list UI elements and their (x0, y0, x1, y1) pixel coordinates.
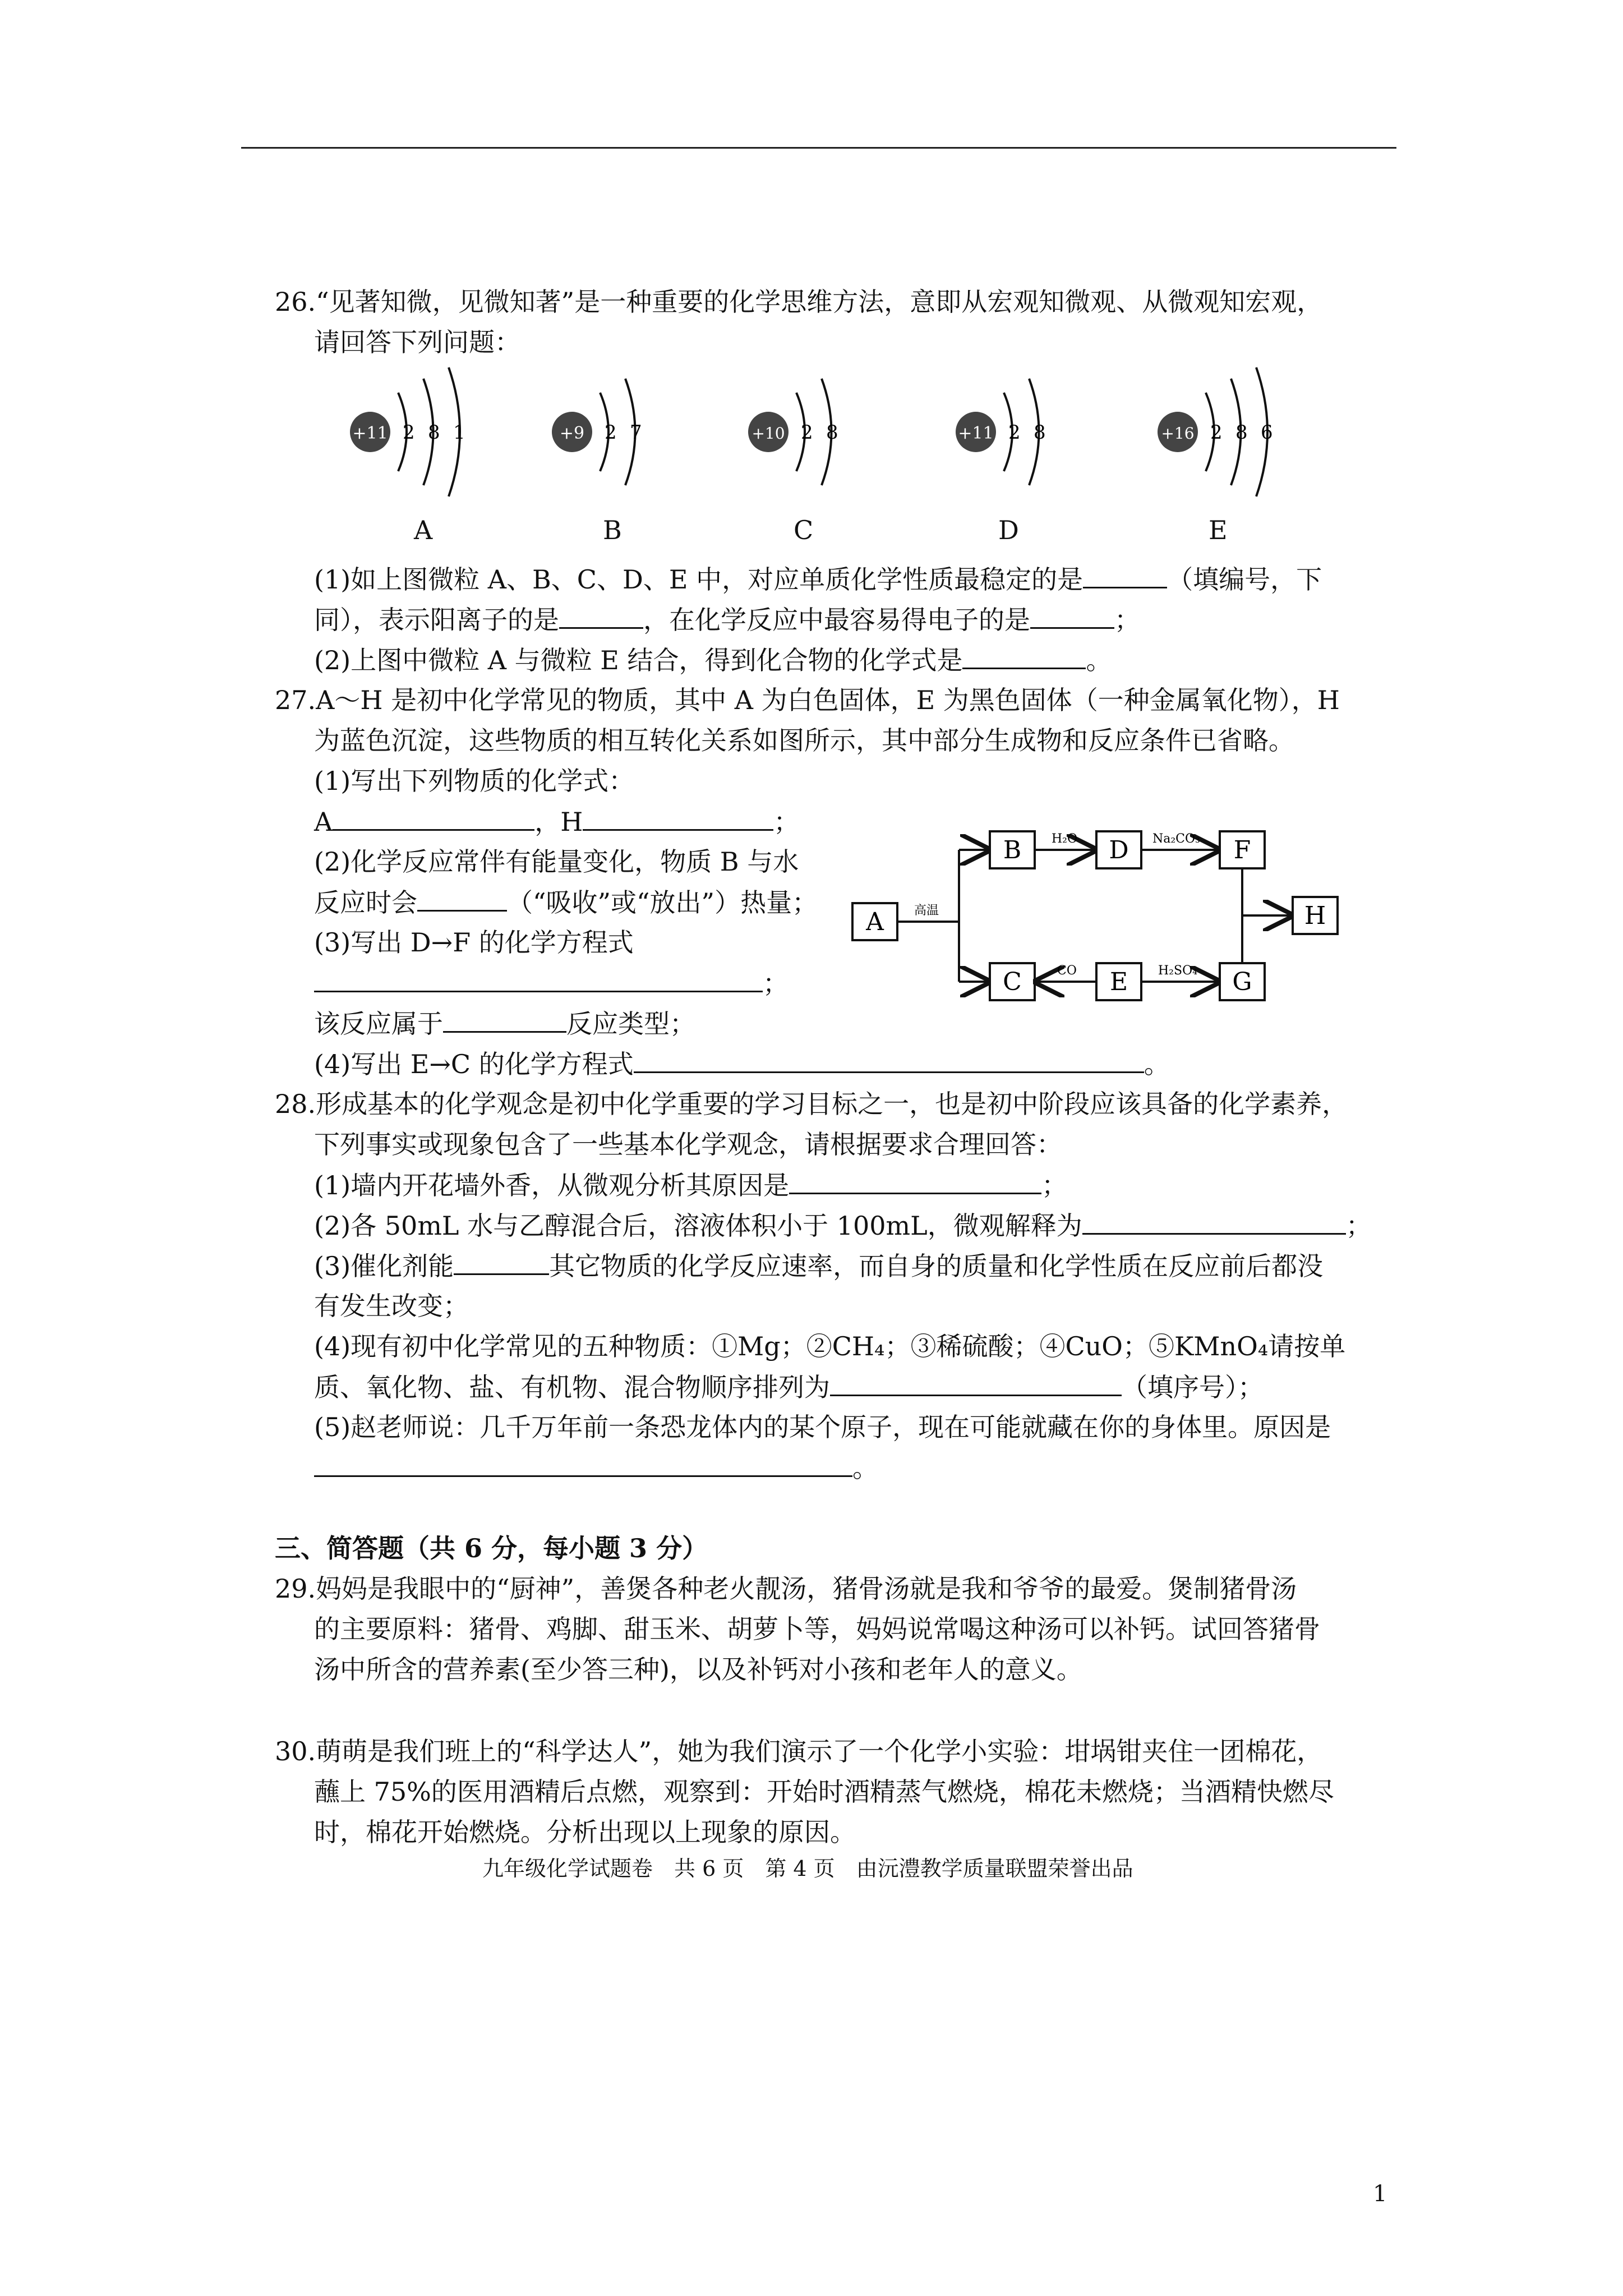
atom-e-shell3: 6 (1261, 421, 1273, 444)
box-g (1220, 963, 1265, 1000)
box-b (990, 831, 1035, 868)
box-h (1293, 897, 1338, 934)
q27-a-label: A (314, 807, 333, 837)
q27-part1-answers (314, 804, 799, 839)
answer-blank-fragrance[interactable] (789, 1168, 1041, 1194)
atom-c-label: C (794, 515, 814, 545)
q26-part1-line2 (314, 602, 1140, 637)
header-rule (241, 147, 1396, 149)
box-b-label: B (1003, 836, 1022, 864)
q27-part1: (1)写出下列物质的化学式： (314, 766, 635, 796)
q26-part2 (314, 643, 1112, 677)
atom-a-label: A (414, 515, 433, 545)
atom-d-shell2: 8 (1034, 421, 1046, 444)
box-g-label: G (1232, 968, 1252, 996)
q26-line1: 26.“见著知微，见微知著”是一种重要的化学思维方法，意即从宏观知微观、从微观知宏观， (275, 287, 1323, 317)
atom-a-shell1: 2 (403, 421, 415, 444)
section-heading: 三、简答题（共 6 分，每小题 3 分） (275, 1533, 708, 1563)
condition-co: CO (1057, 964, 1077, 978)
q28-part5-line1: (5)赵老师说：几千万年前一条恐龙体内的某个原子，现在可能就藏在你的身体里。原因是 (314, 1412, 1331, 1442)
atom-d (956, 379, 1046, 485)
answer-blank-formula-ae[interactable] (962, 643, 1086, 669)
box-h-label: H (1304, 901, 1326, 930)
atom-d-nucleus: +11 (958, 424, 994, 443)
atom-e-label: E (1209, 515, 1228, 545)
q28-part2 (314, 1208, 1372, 1243)
q27-p1-end: ； (773, 807, 800, 837)
atom-e-shell1: 2 (1210, 421, 1223, 444)
q27-p4-end: 。 (1144, 1049, 1170, 1079)
q29-line1: 29.妈妈是我眼中的“厨神”，善煲各种老火靓汤，猪骨汤就是我和爷爷的最爱。煲制猪骨汤 (275, 1573, 1297, 1604)
q28-part3-line1 (314, 1249, 1323, 1283)
atom-c-shell2: 8 (826, 421, 838, 444)
atom-e-shell2: 8 (1235, 421, 1248, 444)
q26-p1-text1: (1)如上图微粒 A、B、C、D、E 中，对应单质化学性质最稳定的是 (314, 564, 1083, 595)
q27-p3-text2: 反应类型； (566, 1009, 695, 1039)
q27-p2-text2: （“吸收”或“放出”）热量； (507, 887, 818, 918)
condition-na2co3: Na₂CO₃ (1152, 832, 1200, 846)
atom-b-label: B (603, 515, 622, 545)
atom-b-nucleus: +9 (559, 424, 585, 443)
box-c (990, 963, 1035, 1000)
q28-p4-text1: 质、氧化物、盐、有机物、混合物顺序排列为 (314, 1372, 830, 1402)
q28-p5-end: 。 (852, 1453, 878, 1483)
q28-part4-line1: (4)现有初中化学常见的五种物质：①Mg；②CH₄；③稀硫酸；④CuO；⑤KMnO₄请按单 (314, 1331, 1346, 1361)
q28-p3-text2: 其它物质的化学反应速率，而自身的质量和化学性质在反应前后都没 (549, 1251, 1324, 1281)
condition-h2so4: H₂SO₄ (1158, 964, 1197, 978)
q28-p2-end: ； (1345, 1211, 1372, 1241)
atom-e (1158, 367, 1273, 496)
answer-blank-cation[interactable] (559, 602, 643, 629)
atom-b-shell2: 7 (630, 421, 642, 444)
answer-blank-gain-electron[interactable] (1030, 602, 1114, 629)
atom-c-shell1: 2 (801, 421, 813, 444)
q29-line2: 的主要原料：猪骨、鸡脚、甜玉米、胡萝卜等，妈妈说常喝这种汤可以补钙。试回答猪骨 (314, 1614, 1320, 1644)
q28-part5-line2 (314, 1451, 878, 1485)
q26-line2: 请回答下列问题： (314, 327, 520, 357)
q27-part3-line2 (314, 966, 789, 1000)
answer-blank-catalyst[interactable] (454, 1249, 549, 1275)
atom-a (350, 367, 465, 496)
answer-blank-most-stable[interactable] (1083, 562, 1167, 588)
q28-p2-text: (2)各 50mL 水与乙醇混合后，溶液体积小于 100mL，微观解释为 (314, 1211, 1082, 1241)
atom-b (552, 379, 642, 485)
atom-a-shell3: 1 (453, 421, 465, 444)
q27-h-label: ，H (534, 807, 583, 837)
answer-blank-heat[interactable] (417, 885, 507, 912)
q27-line1: 27.A～H 是初中化学常见的物质，其中 A 为白色固体，E 为黑色固体（一种金属氧化物），H (275, 685, 1340, 715)
box-a-label: A (866, 908, 884, 936)
answer-blank-reaction-type[interactable] (443, 1006, 566, 1033)
condition-high-temperature: 高温 (914, 904, 939, 918)
q30-line3: 时，棉花开始燃烧。分析出现以上现象的原因。 (314, 1817, 856, 1847)
box-e-label: E (1109, 968, 1128, 996)
atom-c-nucleus: +10 (751, 424, 785, 443)
q29-line3: 汤中所含的营养素(至少答三种)，以及补钙对小孩和老年人的意义。 (314, 1654, 1082, 1685)
atom-a-shell2: 8 (428, 421, 440, 444)
atom-structure-diagrams (314, 359, 1324, 505)
atom-e-nucleus: +16 (1161, 424, 1195, 443)
box-f-label: F (1233, 836, 1251, 864)
box-d-label: D (1109, 836, 1129, 864)
atom-d-shell1: 2 (1008, 421, 1021, 444)
answer-blank-atom-reason[interactable] (314, 1451, 852, 1477)
conversion-flow-diagram (847, 819, 1352, 1010)
condition-h2o: H₂O (1052, 832, 1078, 846)
q28-p1-end: ； (1041, 1170, 1068, 1200)
q28-p3-text1: (3)催化剂能 (314, 1251, 454, 1281)
q26-p1-text4: ，在化学反应中最容易得电子的是 (643, 605, 1030, 635)
q28-line2: 下列事实或现象包含了一些基本化学观念，请根据要求合理回答： (314, 1129, 1062, 1159)
q28-p1-text: (1)墙内开花墙外香，从微观分析其原因是 (314, 1170, 790, 1200)
q28-part4-line2 (314, 1370, 1264, 1404)
q27-line2: 为蓝色沉淀，这些物质的相互转化关系如图所示，其中部分生成物和反应条件已省略。 (314, 725, 1294, 756)
atom-a-nucleus: +11 (352, 424, 388, 443)
q27-part3-line3 (314, 1006, 695, 1041)
answer-blank-equation-ec[interactable] (634, 1047, 1144, 1073)
page-number: 1 (1373, 2181, 1387, 2207)
q27-p3-text1: 该反应属于 (314, 1009, 443, 1039)
answer-blank-equation-df[interactable] (314, 966, 763, 992)
q30-line2: 蘸上 75%的医用酒精后点燃，观察到：开始时酒精蒸气燃烧，棉花未燃烧；当酒精快燃尽 (314, 1777, 1334, 1807)
q27-p2-text1: 反应时会 (314, 887, 417, 918)
box-d (1096, 831, 1141, 868)
q26-p1-text5: ； (1114, 605, 1140, 635)
q28-part1 (314, 1168, 1067, 1202)
q30-line1: 30.萌萌是我们班上的“科学达人”，她为我们演示了一个化学小实验：坩埚钳夹住一团棉花， (275, 1736, 1323, 1766)
box-c-label: C (1003, 968, 1022, 996)
q28-part3-line2: 有发生改变； (314, 1291, 469, 1321)
q27-part3-line1: (3)写出 D→F 的化学方程式 (314, 927, 634, 958)
q27-p4-text1: (4)写出 E→C 的化学方程式 (314, 1049, 634, 1079)
box-a (852, 903, 897, 940)
q26-p1-text3: 同），表示阳离子的是 (314, 605, 559, 635)
answer-blank-volume[interactable] (1082, 1208, 1346, 1235)
answer-blank-order[interactable] (830, 1370, 1122, 1396)
q26-part1-line1 (314, 562, 1322, 596)
box-e (1096, 963, 1141, 1000)
atom-c (748, 379, 838, 485)
atom-b-shell1: 2 (605, 421, 617, 444)
q27-p3-end: ； (763, 968, 789, 999)
q28-p4-text2: （填序号）； (1122, 1372, 1264, 1402)
q27-part2-line1: (2)化学反应常伴有能量变化，物质 B 与水 (314, 846, 799, 877)
q27-part2-line2 (314, 885, 818, 919)
answer-blank-formula-a[interactable] (333, 804, 534, 831)
page-footer: 九年级化学试题卷 共 6 页 第 4 页 由沅澧教学质量联盟荣誉出品 (482, 1856, 1133, 1881)
q26-p2-text2: 。 (1086, 645, 1112, 675)
atom-d-label: D (998, 515, 1019, 545)
q26-p2-text1: (2)上图中微粒 A 与微粒 E 结合，得到化合物的化学式是 (314, 645, 963, 675)
answer-blank-formula-h[interactable] (583, 804, 773, 831)
box-f (1220, 831, 1265, 868)
q26-p1-text2: （填编号，下 (1167, 564, 1322, 595)
q28-line1: 28.形成基本的化学观念是初中化学重要的学习目标之一，也是初中阶段应该具备的化学素养， (275, 1089, 1348, 1119)
q27-part4 (314, 1047, 1170, 1081)
